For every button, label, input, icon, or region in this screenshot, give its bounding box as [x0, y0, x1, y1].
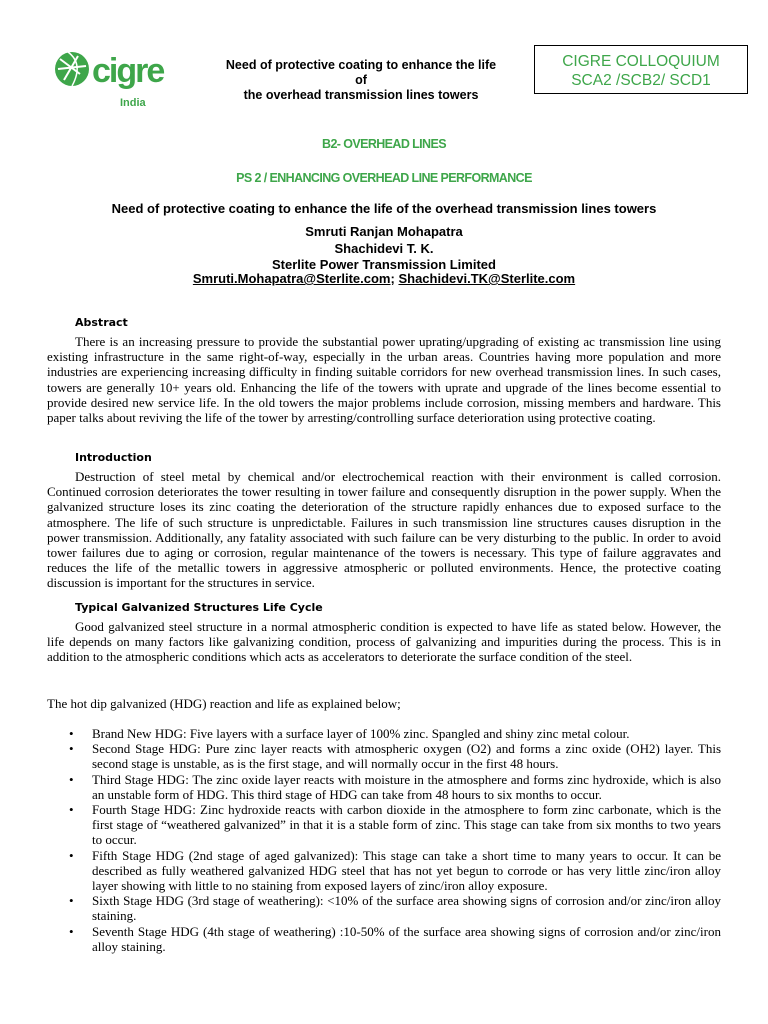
preferential-subject-heading: PS 2 / ENHANCING OVERHEAD LINE PERFORMANCE — [236, 171, 532, 185]
email-link-2[interactable]: Shachidevi.TK@Sterlite.com — [398, 271, 576, 286]
list-item: • Third Stage HDG: The zinc oxide layer reacts with moisture in the atmosphere and forms zinc hydroxide, which is also an unstable form of HDG. This third stage of HDG can take from 48 hours to six months to occur. — [69, 771, 721, 802]
affiliation: Sterlite Power Transmission Limited — [272, 257, 496, 272]
list-item: • Fourth Stage HDG: Zinc hydroxide reacts with carbon dioxide in the atmosphere to form zinc carbonate, which is the first stage of “weathered galvanized” in that it is a stable form of zinc. This stage can take from six months to two years to occur. — [69, 802, 721, 848]
author-2: Shachidevi T. K. — [334, 241, 434, 256]
email-link-1[interactable]: Smruti.Mohapatra@Sterlite.com — [192, 271, 391, 286]
list-item: • Second Stage HDG: Pure zinc layer reacts with atmospheric oxygen (O2) and forms a zinc oxide (OH2) layer. This second stage is unstable, as is the first stage, and will normally occur in the first 48 hours. — [69, 741, 721, 772]
header-title: Need of protective coating to enhance the life of the overhead transmission lines towers — [225, 58, 497, 102]
lifecycle-paragraph: Good galvanized steel structure in a normal atmospheric condition is expected to have life as stated below. However, the life depends on many factors like galvanizing condition, process of galvanizing and impurities during the process. This is in addition to the atmospheric conditions which acts as accelerators to deteriorate the surface condition of the steel. — [47, 619, 721, 665]
session-heading: B2- OVERHEAD LINES — [322, 137, 446, 151]
introduction-heading: Introduction — [75, 451, 152, 464]
logo-wordmark: cigre — [92, 52, 164, 90]
introduction-paragraph: Destruction of steel metal by chemical and/or electrochemical reaction with their environment is called corrosion. Continued corrosion deteriorates the tower resulting in tower failure and consequently disruption in the power supply. When the galvanized structure loses its zinc coating the deterioration of the structure rapidly enhances due to exposed surface to the atmosphere. The life of such structure is unpredictable. Failures in such transmission line structures causes disruption in the power transmission. Additionally, any fatality associated with such failure can be very disturbing to the public. In order to avoid tower failures due to aging or corrosion, regular maintenance of the towers is necessary. This type of failure aggravates and reduces the life of the metallic towers in aggressive atmospheric or polluted environments. Hence, the protective coating discussion is important for the structures in service. — [47, 469, 721, 591]
list-item: • Fifth Stage HDG (2nd stage of aged galvanized): This stage can take a short time to many years to occur. It can be described as fully weathered galvanized HDG steel that has not yet begun to corrode or has very little zinc/iron alloy layer showing with little to no staining from exposed layers of zinc/iron alloy exposure. — [69, 847, 721, 894]
lifecycle-heading: Typical Galvanized Structures Life Cycle — [75, 601, 323, 614]
list-item: • Brand New HDG: Five layers with a surface layer of 100% zinc. Spangled and shiny zinc metal colour. — [69, 726, 630, 741]
hdg-stage-list — [47, 726, 721, 954]
logo-subtitle: India — [120, 97, 146, 109]
author-1: Smruti Ranjan Mohapatra — [305, 224, 463, 239]
paper-title: Need of protective coating to enhance the life of the overhead transmission lines towers — [111, 201, 657, 216]
list-item: • Sixth Stage HDG (3rd stage of weathering): <10% of the surface area showing signs of corrosion and/or zinc/iron alloy staining. — [69, 893, 721, 924]
colloquium-box: CIGRE COLLOQUIUM SCA2 /SCB2/ SCD1 — [534, 45, 748, 94]
abstract-heading: Abstract — [75, 316, 128, 329]
author-emails: Smruti.Mohapatra@Sterlite.com; Shachidevi.TK@Sterlite.com — [192, 271, 576, 286]
abstract-paragraph: There is an increasing pressure to provide the substantial power uprating/upgrading of existing ac transmission line using existing infrastructure in the same right-of-way, especially in the urban areas. Countries having more population and more industries are experiencing increasing difficulty in finding suitable corridors for new overhead transmission lines. In such cases, towers are generally 10+ years old. Enhancing the life of the towers with uprate and upgrade of the lines become essential to provide desired new service life. In the old towers the major problems include corrosion, missing members and hardware. This paper talks about reviving the life of the tower by arresting/controlling surface deterioration using protective coating. — [47, 334, 721, 426]
list-item: • Seventh Stage HDG (4th stage of weathering) :10-50% of the surface area showing signs of corrosion and/or zinc/iron alloy staining. — [69, 923, 721, 954]
hdg-intro-line: The hot dip galvanized (HDG) reaction and life as explained below; — [47, 696, 401, 711]
